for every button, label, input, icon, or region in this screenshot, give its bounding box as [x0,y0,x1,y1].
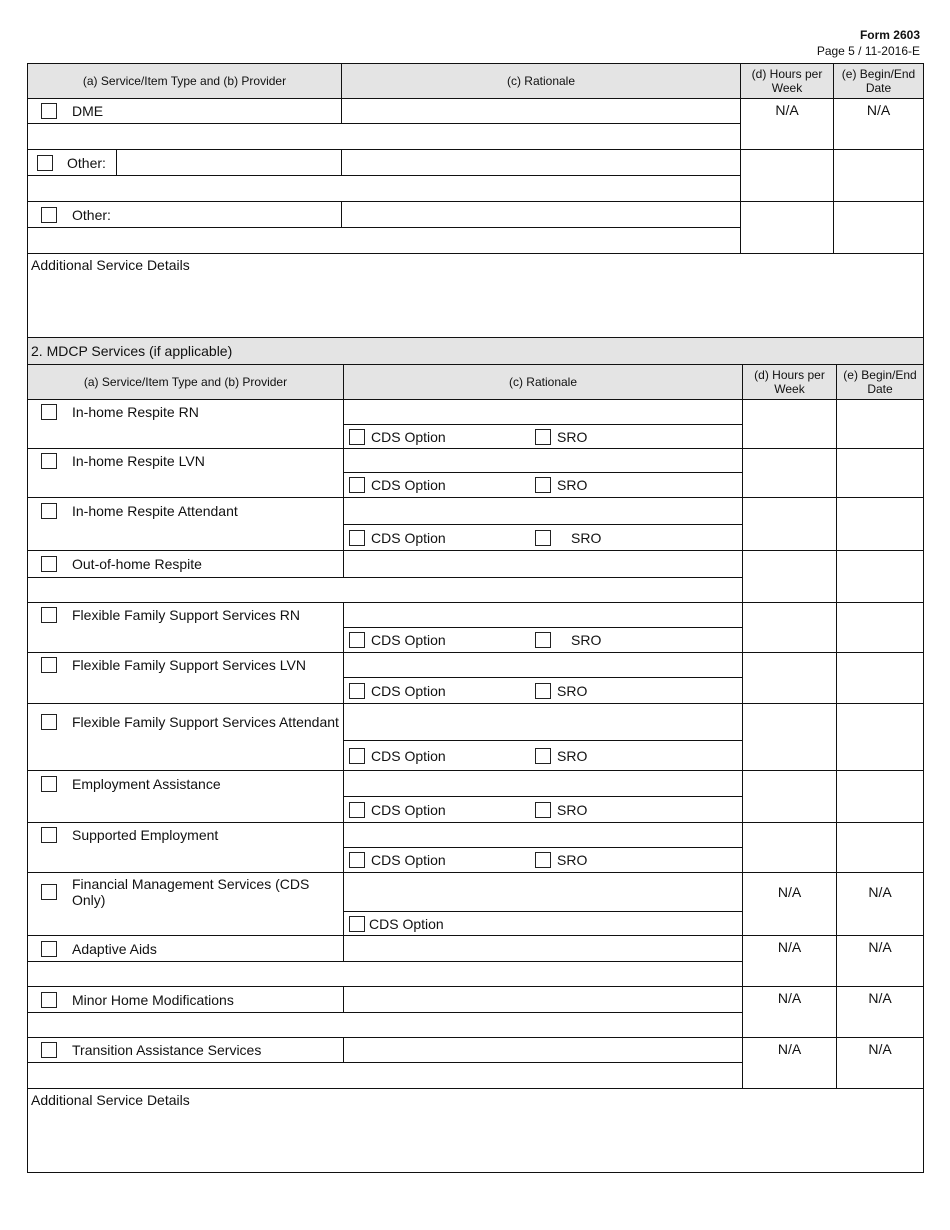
header-service: (a) Service/Item Type and (b) Provider [28,64,342,99]
provider-field[interactable] [28,525,344,551]
hours-field[interactable] [743,653,837,704]
cds-sro-row [344,678,743,704]
service-row [28,936,344,962]
rationale-field[interactable] [344,936,743,962]
other-2-rationale-field[interactable] [342,202,741,228]
cds-option-checkbox[interactable] [349,429,365,445]
additional-details-mdcp[interactable] [28,1089,924,1173]
service-row [28,551,344,578]
form-header [817,27,920,59]
cds-option-label: CDS Option [369,915,444,932]
service-row [28,873,344,912]
service-label: Out-of-home Respite [72,556,202,572]
dates-field[interactable] [837,603,924,653]
rationale-field[interactable] [344,551,743,578]
provider-field[interactable] [28,962,743,987]
service-row [28,498,344,525]
cds-sro-row [344,425,743,449]
rationale-field[interactable] [344,823,743,848]
service-label: Employment Assistance [72,775,221,792]
rationale-field[interactable] [344,449,743,473]
cds-sro-row [344,741,743,771]
service-row [28,400,344,425]
services-table-top [27,63,923,365]
cds-option-label: CDS Option [371,852,446,868]
provider-field[interactable] [28,741,344,771]
provider-field[interactable] [28,1013,743,1038]
additional-details-top[interactable] [28,254,924,338]
adaptive-aids-checkbox[interactable] [41,941,57,957]
rationale-field[interactable] [344,653,743,678]
service-row [28,771,344,797]
cds-option-checkbox[interactable] [349,852,365,868]
cds-sro-row [344,628,743,653]
sro-checkbox[interactable] [535,632,551,648]
hours-field[interactable] [743,498,837,551]
mdcp-services-table [27,364,923,1173]
transition-assistance-checkbox[interactable] [41,1042,57,1058]
rationale-field[interactable] [344,498,743,525]
other-1-hours-field[interactable] [741,150,834,202]
dates-field[interactable] [837,449,924,498]
cds-option-checkbox[interactable] [349,748,365,764]
mdcp-section-title: 2. MDCP Services (if applicable) [28,338,924,365]
other-1-cell [28,150,342,176]
service-label: Flexible Family Support Services LVN [72,657,306,674]
supported-employment-checkbox[interactable] [41,827,57,843]
other-2-cell [28,202,342,228]
other-1-provider-field[interactable] [28,176,741,202]
header-hours: (d) Hours per Week [741,64,834,99]
sro-checkbox[interactable] [535,530,551,546]
sro-checkbox[interactable] [535,802,551,818]
sro-label: SRO [571,632,602,648]
in-home-respite-rn-checkbox[interactable] [41,404,57,420]
header-dates: (e) Begin/End Date [834,64,924,99]
rationale-field[interactable] [344,400,743,425]
dme-cell [28,99,342,124]
financial-management-checkbox[interactable] [41,884,57,900]
hours-field[interactable] [743,603,837,653]
cds-row [344,912,743,936]
service-label: Adaptive Aids [72,940,157,957]
other-2-hours-field[interactable] [741,202,834,254]
provider-field[interactable] [28,912,344,936]
provider-field[interactable] [28,1063,743,1089]
cds-sro-row [344,525,743,551]
cds-option-label: CDS Option [371,477,446,493]
rationale-field[interactable] [344,873,743,912]
additional-details-label: Additional Service Details [31,1092,190,1108]
service-row [28,653,344,678]
rationale-field[interactable] [344,704,743,741]
provider-field[interactable] [28,797,344,823]
other-1-rationale-field[interactable] [342,150,741,176]
cds-option-checkbox[interactable] [349,916,365,932]
hours-value: N/A [743,1038,837,1089]
dme-provider-field[interactable] [28,124,741,150]
in-home-respite-lvn-checkbox[interactable] [41,453,57,469]
rationale-field[interactable] [344,603,743,628]
sro-label: SRO [557,682,588,699]
mdcp-header-rationale: (c) Rationale [344,365,743,400]
other-1-checkbox[interactable] [37,155,53,171]
hours-field[interactable] [743,771,837,823]
dme-label: DME [72,103,104,119]
provider-field[interactable] [28,578,743,603]
hours-field[interactable] [743,704,837,771]
service-label: In-home Respite LVN [72,452,205,469]
cds-option-label: CDS Option [371,428,446,445]
service-row [28,987,344,1013]
dates-field[interactable] [837,704,924,771]
cds-option-label: CDS Option [371,682,446,699]
cds-option-label: CDS Option [371,747,446,764]
dme-checkbox[interactable] [41,103,57,119]
service-row [28,603,344,628]
out-of-home-respite-checkbox[interactable] [41,556,57,572]
provider-field[interactable] [28,473,344,498]
hours-value: N/A [743,936,837,987]
in-home-respite-attendant-checkbox[interactable] [41,503,57,519]
dates-field[interactable] [837,498,924,551]
other-2-label: Other: [72,206,111,223]
sro-label: SRO [557,852,588,868]
minor-home-modifications-checkbox[interactable] [41,992,57,1008]
provider-field[interactable] [28,628,344,653]
service-label: Minor Home Modifications [72,991,234,1008]
other-2-dates-field[interactable] [834,202,924,254]
service-label: Flexible Family Support Services Attendant [72,714,339,731]
sro-checkbox[interactable] [535,429,551,445]
dates-value: N/A [837,873,924,936]
provider-field[interactable] [28,425,344,449]
service-label: Supported Employment [72,827,219,844]
dates-field[interactable] [837,653,924,704]
hours-value: N/A [743,873,837,936]
rationale-field[interactable] [344,987,743,1013]
sro-checkbox[interactable] [535,477,551,493]
provider-field[interactable] [28,678,344,704]
dates-field[interactable] [837,551,924,603]
other-2-provider-field[interactable] [28,228,741,254]
mdcp-header-hours: (d) Hours per Week [743,365,837,400]
cds-option-checkbox[interactable] [349,683,365,699]
service-row [28,704,344,741]
hours-field[interactable] [743,551,837,603]
cds-sro-row [344,797,743,823]
hours-field[interactable] [743,823,837,873]
other-1-dates-field[interactable] [834,150,924,202]
mdcp-header-service: (a) Service/Item Type and (b) Provider [28,365,344,400]
dme-dates: N/A [834,99,924,150]
ffss-lvn-checkbox[interactable] [41,657,57,673]
provider-field[interactable] [28,848,344,873]
sro-checkbox[interactable] [535,748,551,764]
service-label: In-home Respite RN [72,404,199,421]
sro-label: SRO [557,428,588,445]
cds-option-label: CDS Option [371,632,446,648]
service-row [28,1038,344,1063]
dates-field[interactable] [837,400,924,449]
cds-option-checkbox[interactable] [349,530,365,546]
service-label: Transition Assistance Services [72,1042,262,1058]
sro-checkbox[interactable] [535,683,551,699]
other-1-label: Other: [67,154,106,171]
employment-assistance-checkbox[interactable] [41,776,57,792]
rationale-field[interactable] [344,1038,743,1063]
ffss-attendant-checkbox[interactable] [41,714,57,730]
cds-option-checkbox[interactable] [349,802,365,818]
cds-option-label: CDS Option [371,801,446,818]
service-label: Flexible Family Support Services RN [72,607,300,624]
service-label: In-home Respite Attendant [72,503,238,520]
sro-label: SRO [557,747,588,764]
ffss-rn-checkbox[interactable] [41,607,57,623]
form-number: Form 2603 [859,28,920,42]
dates-value: N/A [837,1038,924,1089]
hours-field[interactable] [743,400,837,449]
sro-label: SRO [557,801,588,818]
dme-hours: N/A [741,99,834,150]
hours-field[interactable] [743,449,837,498]
cds-sro-row [344,848,743,873]
cds-option-checkbox[interactable] [349,477,365,493]
sro-label: SRO [571,529,602,546]
header-rationale: (c) Rationale [342,64,741,99]
page-number: Page 5 / 11-2016-E [816,44,920,58]
service-row [28,823,344,848]
rationale-field[interactable] [344,771,743,797]
other-1-input[interactable] [117,150,341,175]
hours-value: N/A [743,987,837,1038]
dates-value: N/A [837,987,924,1038]
other-2-checkbox[interactable] [41,207,57,223]
cds-option-checkbox[interactable] [349,632,365,648]
dates-field[interactable] [837,823,924,873]
service-label: Financial Management Services (CDS Only) [72,876,310,909]
dme-rationale-field[interactable] [342,99,741,124]
service-row [28,449,344,473]
dates-field[interactable] [837,771,924,823]
sro-label: SRO [557,477,588,493]
additional-details-label: Additional Service Details [31,257,190,273]
mdcp-header-dates: (e) Begin/End Date [837,365,924,400]
sro-checkbox[interactable] [535,852,551,868]
dates-value: N/A [837,936,924,987]
cds-sro-row [344,473,743,498]
cds-option-label: CDS Option [371,529,446,546]
